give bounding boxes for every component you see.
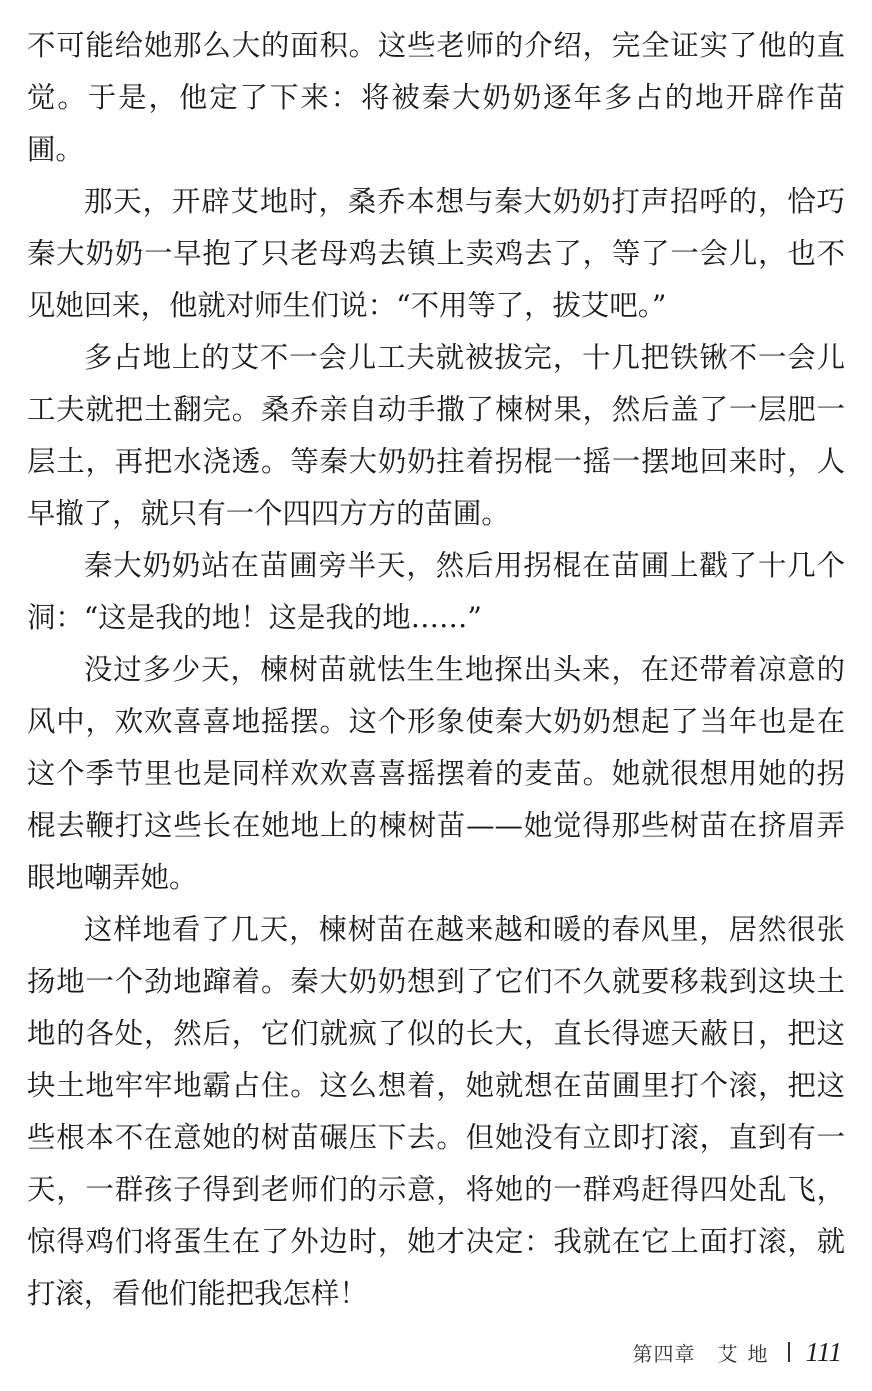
paragraph-2: 那天，开辟艾地时，桑乔本想与秦大奶奶打声招呼的，恰巧秦大奶奶一早抱了只老母鸡去镇上卖鸡去了，等了一会儿，也不见她回来，他就对师生们说：“不用等了，拔艾吧。”	[27, 185, 845, 322]
footer-divider	[788, 1342, 790, 1362]
paragraph-5: 没过多少天，楝树苗就怯生生地探出头来，在还带着凉意的风中，欢欢喜喜地摇摆。这个形象使秦大奶奶想起了当年也是在这个季节里也是同样欢欢喜喜摇摆着的麦苗。她就很想用她的拐棍去鞭打这些长在她地上的楝树苗——她觉得那些树苗在挤眉弄眼地嘲弄她。	[27, 653, 845, 894]
paragraph-3: 多占地上的艾不一会儿工夫就被拔完，十几把铁锹不一会儿工夫就把土翻完。桑乔亲自动手撒了楝树果，然后盖了一层肥一层土，再把水浇透。等秦大奶奶拄着拐棍一摇一摆地回来时，人早撤了，就只有一个四四方方的苗圃。	[27, 341, 845, 530]
chapter-label: 第四章	[632, 1341, 696, 1366]
page-body	[27, 20, 845, 1320]
chapter-title: 艾地	[717, 1341, 778, 1366]
page-footer	[633, 1332, 843, 1372]
page-number: 111	[805, 1336, 842, 1367]
paragraph-6: 这样地看了几天，楝树苗在越来越和暖的春风里，居然很张扬地一个劲地蹿着。秦大奶奶想到了它们不久就要移栽到这块土地的各处，然后，它们就疯了似的长大，直长得遮天蔽日，把这块土地牢牢地霸占住。这么想着，她就想在苗圃里打个滚，把这些根本不在意她的树苗碾压下去。但她没有立即打滚，直到有一天，一群孩子得到老师们的示意，将她的一群鸡赶得四处乱飞，惊得鸡们将蛋生在了外边时，她才决定：我就在它上面打滚，就打滚，看他们能把我怎样！	[27, 913, 845, 1310]
paragraph-4: 秦大奶奶站在苗圃旁半天，然后用拐棍在苗圃上戳了十几个洞：“这是我的地！这是我的地……”	[27, 549, 845, 634]
paragraph-1: 不可能给她那么大的面积。这些老师的介绍，完全证实了他的直觉。于是，他定了下来：将被秦大奶奶逐年多占的地开辟作苗圃。	[27, 29, 845, 166]
